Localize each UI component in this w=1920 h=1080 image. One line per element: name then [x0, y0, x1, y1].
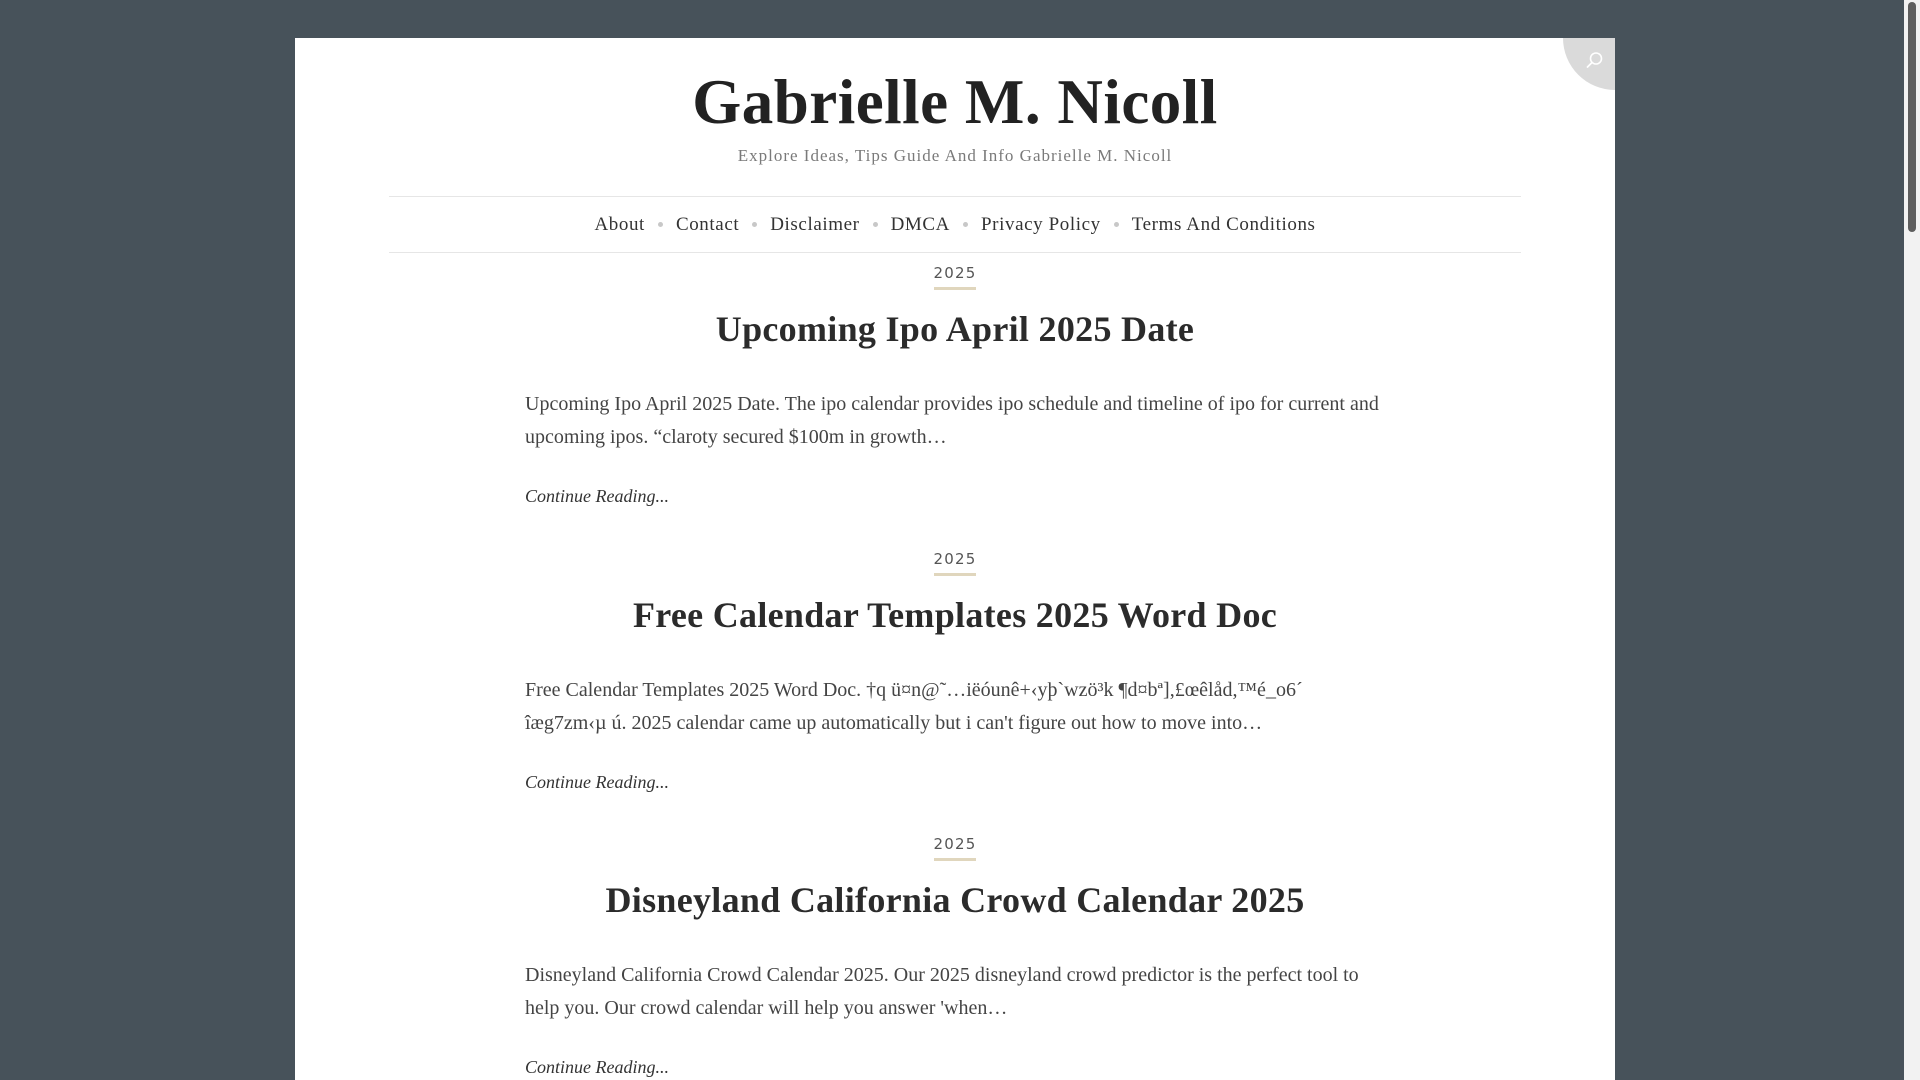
page-scrollbar[interactable]: [1904, 0, 1920, 1080]
nav-item-about[interactable]: About: [594, 213, 645, 235]
post-title-link[interactable]: Disneyland California Crowd Calendar 2025: [605, 880, 1305, 920]
continue-reading-link[interactable]: Continue Reading...: [525, 1057, 669, 1077]
main-navigation: [389, 196, 1521, 253]
post-category-link[interactable]: 2025: [934, 835, 977, 861]
post-excerpt: Disneyland California Crowd Calendar 2025. Our 2025 disneyland crowd predictor is the perfect tool to help you. Our crowd calendar will help you answer 'when…: [525, 964, 1359, 1019]
nav-item-disclaimer[interactable]: Disclaimer: [770, 213, 860, 235]
post-excerpt: Free Calendar Templates 2025 Word Doc. †q ü¤n@˜…iëóunê+‹yþ`wzö³k ¶d¤bª],£œêlåd,™é_o6´ îæg7zm‹µ ú. 2025 calendar came up automatically but i can't figure out how to move into…: [525, 679, 1303, 734]
post-article: [295, 550, 1615, 792]
site-tagline: Explore Ideas, Tips Guide And Info Gabrielle M. Nicoll: [737, 146, 1173, 165]
page-container: [295, 38, 1615, 1080]
nav-separator-dot: [1114, 222, 1119, 227]
nav-separator-dot: [658, 222, 663, 227]
post-category-link[interactable]: 2025: [934, 264, 977, 290]
nav-item-privacy-policy[interactable]: Privacy Policy: [981, 213, 1101, 235]
nav-item-terms[interactable]: Terms And Conditions: [1131, 213, 1316, 235]
continue-reading-link[interactable]: Continue Reading...: [525, 772, 669, 792]
nav-separator-dot: [873, 222, 878, 227]
post-article: [295, 835, 1615, 1077]
continue-reading-link[interactable]: Continue Reading...: [525, 486, 669, 506]
site-title[interactable]: Gabrielle M. Nicoll: [692, 67, 1218, 137]
post-title-link[interactable]: Free Calendar Templates 2025 Word Doc: [632, 595, 1278, 635]
search-icon: [1586, 51, 1604, 69]
nav-item-dmca[interactable]: DMCA: [890, 213, 951, 235]
scrollbar-thumb[interactable]: [1908, 2, 1916, 232]
post-excerpt: Upcoming Ipo April 2025 Date. The ipo calendar provides ipo schedule and timeline of ipo for current and upcoming ipos. “claroty secured $100m in growth…: [525, 393, 1379, 448]
nav-item-contact[interactable]: Contact: [675, 213, 740, 235]
post-article: [295, 264, 1615, 506]
nav-separator-dot: [963, 222, 968, 227]
post-category-link[interactable]: 2025: [934, 550, 977, 576]
nav-separator-dot: [752, 222, 757, 227]
site-header: [295, 38, 1615, 166]
post-title-link[interactable]: Upcoming Ipo April 2025 Date: [715, 309, 1195, 349]
